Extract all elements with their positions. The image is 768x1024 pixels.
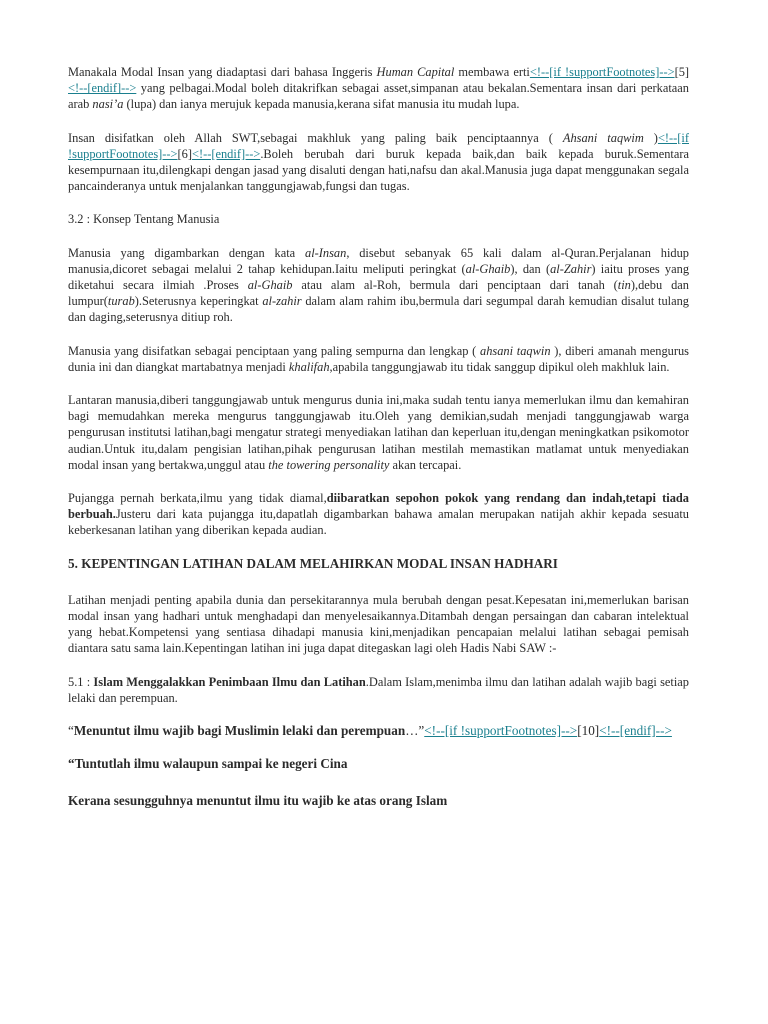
text: ) — [643, 130, 658, 145]
italic-term: al-Ghaib — [465, 261, 511, 276]
text: Pujangga pernah berkata,ilmu yang tidak diamal, — [68, 491, 327, 506]
footnote-comment-link[interactable]: <!--[if !supportFootnotes]--> — [529, 65, 675, 79]
text: akan tercapai. — [389, 457, 462, 472]
footnote-comment-link[interactable]: <!--[if !supportFootnotes]--> — [68, 130, 689, 161]
italic-term: turab — [107, 294, 135, 309]
italic-term: tin — [617, 278, 631, 293]
text: ).Seterusnya keperingkat — [134, 294, 263, 309]
paragraph-hadith-quote — [68, 723, 689, 739]
paragraph-5-1 — [68, 674, 689, 706]
text: atau alam al-Roh, bermula dari penciptaan dari tanah ( — [292, 278, 618, 293]
paragraph-tanggungjawab — [68, 392, 689, 473]
text: “ — [68, 723, 74, 739]
text: ,apabila tanggungjawab itu tidak sanggup dipikul oleh makhluk lain. — [329, 359, 670, 374]
text: (lupa) dan ianya merujuk kepada manusia,kerana sifat manusia itu mudah lupa. — [123, 97, 520, 112]
quote-line-2: Kerana sesungguhnya menuntut ilmu itu wajib ke atas orang Islam — [68, 792, 448, 808]
text: Manusia yang disifatkan sebagai penciptaan yang paling sempurna dan lengkap ( — [68, 343, 480, 358]
text: ), dan ( — [510, 261, 551, 276]
text: Manusia yang digambarkan dengan kata — [68, 245, 305, 260]
bold-quote: diibaratkan sepohon pokok yang rendang dan indah,tetapi tiada berbuah. — [68, 491, 689, 522]
paragraph-latihan: Latihan menjadi penting apabila dunia dan persekitarannya mula berubah dengan pesat.Kepesatan ini,memerlukan barisan modal insan yang hadhari untuk menghadapi dan menyelesaikannya.Ditambah dengan persaingan dan cabaran intelektual yang hebat.Kompetensi yang sentiasa dihadapi manusia kini,menjadikan pencapaian melalui latihan sebagai pemisah diantara satu sama lain.Kepentingan latihan ini juga dapat ditegaskan lagi oleh Hadis Nabi SAW :- — [68, 592, 689, 656]
section-5-heading: 5. KEPENTINGAN LATIHAN DALAM MELAHIRKAN MODAL INSAN HADHARI — [68, 555, 558, 571]
italic-term: nasi’a — [92, 97, 124, 112]
paragraph-ahsani-taqwin — [68, 343, 689, 375]
footnote-ref: [10] — [577, 723, 600, 739]
italic-term: Ahsani taqwim — [562, 130, 644, 145]
footnote-endif-link[interactable]: <!--[endif]--> — [192, 146, 261, 161]
footnote-endif-link[interactable]: <!--[endif]--> — [68, 81, 137, 96]
section-3-2-title: 3.2 : Konsep Tentang Manusia — [68, 212, 220, 227]
italic-term: Human Capital — [376, 65, 455, 79]
quote-line-1: “Tuntutlah ilmu walaupun sampai ke negeri Cina — [68, 756, 348, 772]
text: yang pelbagai.Modal boleh ditakrifkan sebagai asset,simpanan atau bekalan.Sementara insan dari perkataan arab — [68, 81, 689, 112]
bold-subheading: Islam Menggalakkan Penimbaan Ilmu dan Latihan — [93, 674, 366, 689]
italic-term: al-Zahir — [550, 261, 592, 276]
text: ) iaitu proses yang diketahui secara ilmiah .Proses — [68, 261, 690, 293]
text: , disebut sebanyak 65 kali dalam al-Quran.Perjalanan hidup manusia,dicoret sebagai melalui 2 tahap kehidupan.Iaitu meliputi peringkat ( — [68, 245, 689, 276]
text: 5.1 : — [68, 674, 94, 689]
text: .Boleh berubah dari buruk kepada baik,dan baik kepada buruk.Sementara kesempurnaan itu,dilengkapi dengan jasad yang disaluti dengan hati,nafsu dan akal.Manusia juga dapat menggunakan segala pancainderanya untuk menjalankan tanggungjawab,fungsi dan tugas. — [68, 146, 689, 194]
paragraph-pujangga — [68, 490, 689, 539]
footnote-endif-link[interactable]: <!--[endif]--> — [599, 723, 672, 739]
paragraph-al-insan — [68, 245, 689, 326]
text: Insan disifatkan oleh Allah SWT,sebagai makhluk yang paling baik penciptaannya ( — [68, 130, 563, 145]
text: ),debu dan lumpur( — [68, 278, 689, 309]
italic-term: ahsani taqwin — [480, 343, 551, 358]
text: ), diberi amanah mengurus dunia ini dan diangkat martabatnya menjadi — [68, 343, 689, 374]
italic-term: the towering personality — [268, 457, 390, 472]
text: dalam alam rahim ibu,bermula dari segumpal darah kemudian disalut tulang dan daging,seterusnya ditiup roh. — [68, 294, 689, 325]
italic-term: al-zahir — [262, 294, 302, 309]
italic-term: al-Insan — [305, 245, 347, 260]
text: …” — [405, 723, 425, 739]
paragraph-human-capital — [68, 64, 689, 113]
text: membawa erti — [454, 65, 530, 79]
text: Manakala Modal Insan yang diadaptasi dari bahasa Inggeris — [68, 65, 377, 79]
paragraph-insan — [68, 130, 689, 195]
text: .Dalam Islam,menimba ilmu dan latihan adalah wajib bagi setiap lelaki dan perempuan. — [68, 674, 689, 705]
text: Lantaran manusia,diberi tanggungjawab untuk mengurus dunia ini,maka sudah tentu ianya memerlukan ilmu dan kemahiran bagi memudahkan mereka mengurus tanggungjawab itu.Oleh yang demikian,sudah menjadi tanggungjawab warga pengurusan institutsi latihan,bagi mengatur strategi menyediakan latihan dan keperluan itu,dengan meningkatkan psikomotor audian.Untuk itu,dalam pengisian latihan,pihak pengurusan latihan mestilah memastikan matlamat untuk menyediakan modal insan yang bertakwa,unggul atau — [68, 393, 689, 472]
bold-quote: Menuntut ilmu wajib bagi Muslimin lelaki dan perempuan — [73, 723, 406, 739]
italic-term: al-Ghaib — [247, 278, 293, 293]
text: Justeru dari kata pujangga itu,dapatlah digambarkan bahawa amalan merupakan natijah akhir kepada sesuatu keberkesanan latihan yang diberikan kepada audian. — [68, 507, 689, 538]
footnote-ref: [6] — [177, 146, 192, 161]
italic-term: khalifah — [288, 359, 330, 374]
footnote-comment-link[interactable]: <!--[if !supportFootnotes]--> — [424, 723, 578, 739]
footnote-ref: [5] — [674, 65, 690, 79]
document-body — [68, 64, 689, 829]
